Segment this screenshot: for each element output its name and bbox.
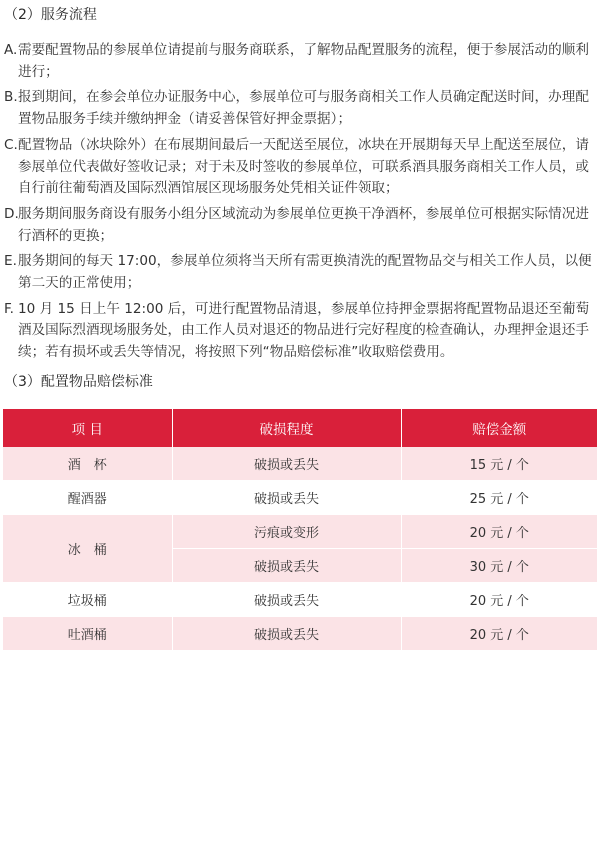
list-item <box>4 40 598 83</box>
header-damage: 破损程度 <box>172 409 401 447</box>
cell-damage: 破损或丢失 <box>172 549 401 583</box>
section-title-compensation: （3）配置物品赔偿标准 <box>4 374 153 390</box>
compensation-table <box>3 409 597 651</box>
table-row <box>3 481 597 515</box>
cell-amount: 15 元 / 个 <box>401 447 597 481</box>
service-process-list <box>4 40 598 364</box>
header-item: 项 目 <box>3 409 172 447</box>
cell-damage: 污痕或变形 <box>172 515 401 549</box>
section-title-service-process: （2）服务流程 <box>4 7 97 23</box>
item-letter: A. <box>4 42 18 58</box>
cell-damage: 破损或丢失 <box>172 583 401 617</box>
list-item <box>4 299 598 364</box>
item-text: 10 月 15 日上午 12:00 后，可进行配置物品清退，参展单位持押金票据将配置物品退还至葡萄酒及国际烈酒现场服务处，由工作人员对退还的物品进行完好程度的检查确认，办理押金退还手续；若有损坏或丢失等情况，将按照下列“物品赔偿标准”收取赔偿费用。 <box>18 300 590 361</box>
item-text: 服务期间服务商设有服务小组分区域流动为参展单位更换干净酒杯，参展单位可根据实际情况进行酒杯的更换； <box>18 205 589 244</box>
table-row <box>3 583 597 617</box>
item-text: 配置物品（冰块除外）在布展期间最后一天配送至展位，冰块在开展期每天早上配送至展位，请参展单位代表做好签收记录；对于未及时签收的参展单位，可联系酒具服务商相关工作人员，或自行前往葡萄酒及国际烈酒馆展区现场服务处凭相关证件领取； <box>18 136 589 197</box>
item-letter: B. <box>4 89 18 106</box>
table-row <box>3 515 597 549</box>
table-header-row <box>3 409 597 447</box>
cell-item: 垃圾桶 <box>3 583 172 617</box>
list-item <box>4 251 598 294</box>
item-letter: F. <box>4 300 14 317</box>
cell-damage: 破损或丢失 <box>172 617 401 651</box>
cell-item: 醒酒器 <box>3 481 172 515</box>
item-text: 服务期间的每天 17:00，参展单位须将当天所有需更换清洗的配置物品交与相关工作人员，以便第二天的正常使用； <box>18 253 592 292</box>
header-amount: 赔偿金额 <box>401 409 597 447</box>
table-row <box>3 617 597 651</box>
cell-amount: 20 元 / 个 <box>401 515 597 549</box>
cell-amount: 25 元 / 个 <box>401 481 597 515</box>
list-item <box>4 135 598 200</box>
list-item <box>4 204 598 247</box>
cell-damage: 破损或丢失 <box>172 447 401 481</box>
cell-amount: 20 元 / 个 <box>401 617 597 651</box>
list-item <box>4 87 598 130</box>
item-letter: C. <box>4 136 18 153</box>
item-letter: D. <box>4 205 19 222</box>
cell-damage: 破损或丢失 <box>172 481 401 515</box>
cell-amount: 30 元 / 个 <box>401 549 597 583</box>
item-text: 需要配置物品的参展单位请提前与服务商联系，了解物品配置服务的流程，便于参展活动的顺利进行； <box>18 42 589 80</box>
cell-item: 酒 杯 <box>3 447 172 481</box>
cell-item: 冰 桶 <box>3 515 172 583</box>
cell-item: 吐酒桶 <box>3 617 172 651</box>
item-letter: E. <box>4 253 17 270</box>
item-text: 报到期间，在参会单位办证服务中心，参展单位可与服务商相关工作人员确定配送时间，办理配置物品服务手续并缴纳押金（请妥善保管好押金票据）； <box>18 89 589 128</box>
cell-amount: 20 元 / 个 <box>401 583 597 617</box>
table-row <box>3 447 597 481</box>
